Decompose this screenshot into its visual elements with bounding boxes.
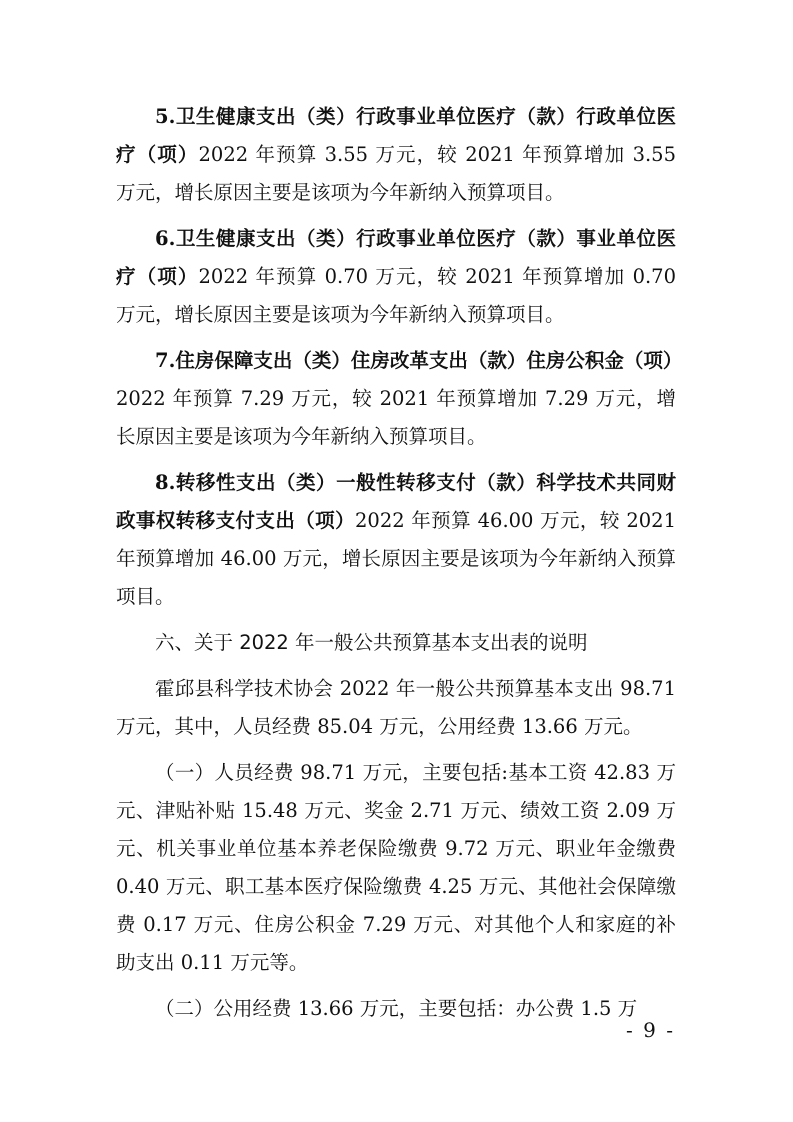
item-heading: 6.卫生健康支出（类）行政事业单位医疗（款）事业单位医疗（项） — [116, 227, 676, 288]
personnel-paragraph: （一）人员经费 98.71 万元，主要包括:基本工资 42.83 万元、津贴补贴 15.48 万元、奖金 2.71 万元、绩效工资 2.09 万元、机关事业单位基本养老保险缴费 9.72 万元、职业年金缴费 0.40 万元、职工基本医疗保险缴费 4.25 万元、其他社会保障缴费 0.17 万元、住房公积金 7.29 万元、对其他个人和家庭的补助支出 0.11 万元等。 — [116, 761, 676, 974]
paragraph-item-5 — [116, 98, 676, 212]
paragraph-item-8 — [116, 464, 676, 616]
page-number: - 9 - — [626, 1018, 675, 1042]
item-text: 2022 年预算 46.00 万元，较 2021 年预算增加 46.00 万元，增长原因主要是该项为今年新纳入预算项目。 — [116, 509, 676, 608]
item-text: 2022 年预算 7.29 万元，较 2021 年预算增加 7.29 万元，增长原因主要是该项为今年新纳入预算项目。 — [116, 387, 676, 448]
item-heading: 7.住房保障支出（类）住房改革支出（款）住房公积金（项） — [155, 349, 683, 372]
public-expense-paragraph: （二）公用经费 13.66 万元，主要包括：办公费 1.5 万 — [155, 997, 638, 1020]
item-text: 2022 年预算 0.70 万元，较 2021 年预算增加 0.70 万元，增长原因主要是该项为今年新纳入预算项目。 — [116, 265, 676, 326]
paragraph-item-7 — [116, 342, 683, 456]
document-body — [116, 98, 683, 1036]
section-heading: 六、关于 2022 年一般公共预算基本支出表的说明 — [155, 631, 588, 654]
item-text: 2022 年预算 3.55 万元，较 2021 年预算增加 3.55 万元，增长原因主要是该项为今年新纳入预算项目。 — [116, 143, 676, 204]
summary-paragraph: 霍邱县科学技术协会 2022 年一般公共预算基本支出 98.71 万元，其中，人员经费 85.04 万元，公用经费 13.66 万元。 — [116, 677, 676, 738]
item-heading: 8.转移性支出（类）一般性转移支付（款）科学技术共同财政事权转移支付支出（项） — [116, 471, 676, 532]
paragraph-item-6 — [116, 220, 676, 334]
item-heading: 5.卫生健康支出（类）行政事业单位医疗（款）行政单位医疗（项） — [116, 105, 676, 166]
